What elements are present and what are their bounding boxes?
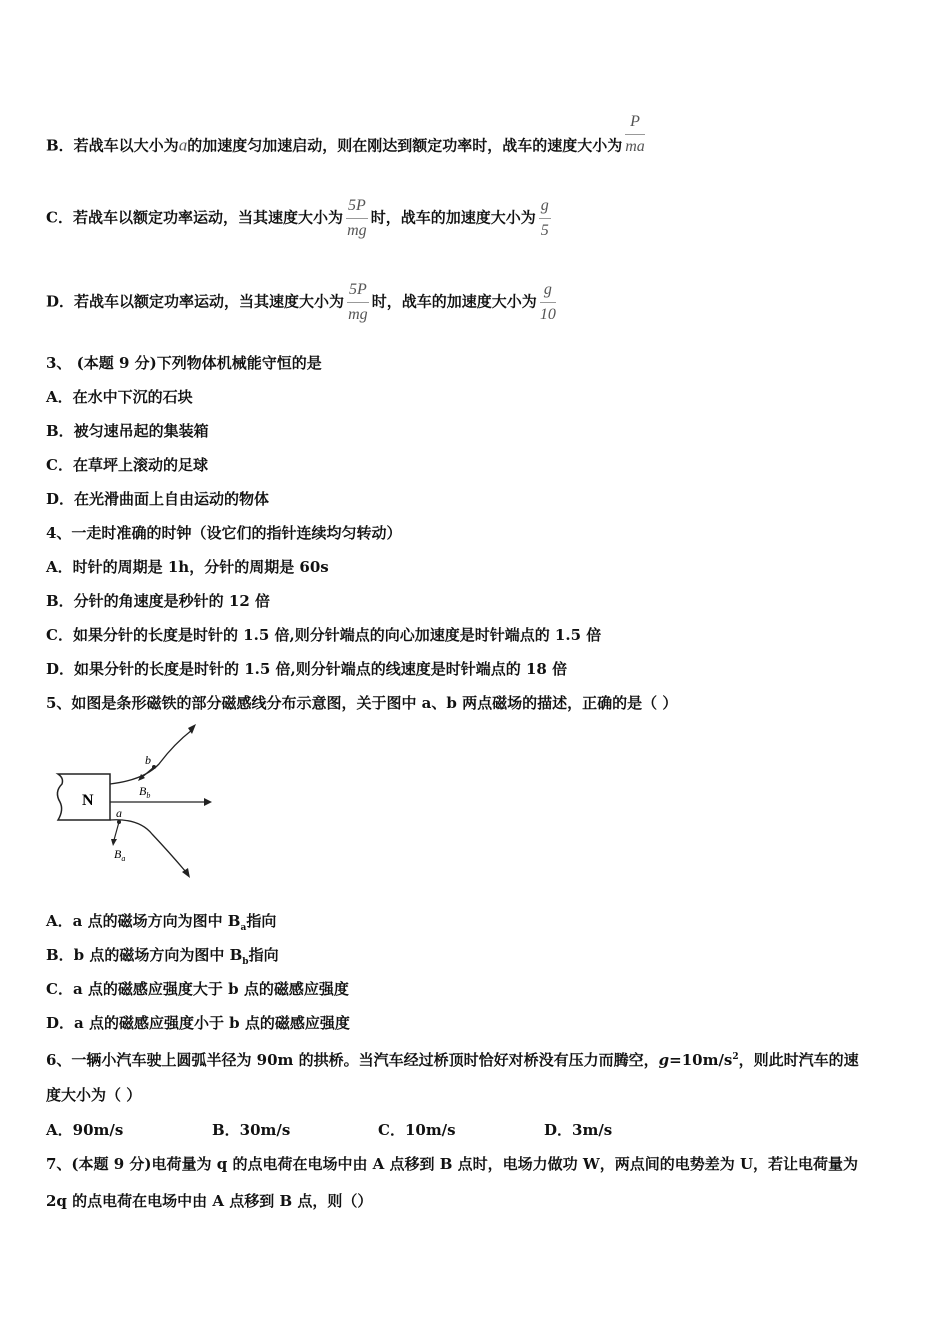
math-var: g bbox=[658, 1051, 670, 1069]
denominator: ma bbox=[625, 138, 645, 155]
q5-option-c: C．a 点的磁感应强度大于 b 点的磁感应强度 bbox=[46, 980, 349, 998]
q6-option-c: C．10m/s bbox=[378, 1121, 456, 1139]
denominator: 5 bbox=[540, 222, 549, 239]
text: ，则此时汽车的速 bbox=[738, 1051, 859, 1069]
text: =10m/s bbox=[669, 1051, 733, 1069]
vector-ba bbox=[114, 822, 119, 840]
numerator: P bbox=[625, 112, 645, 135]
q3-option-c: C．在草坪上滚动的足球 bbox=[46, 456, 208, 474]
text: A．a 点的磁场方向为图中 B bbox=[46, 912, 241, 930]
q5-option-d: D．a 点的磁感应强度小于 b 点的磁感应强度 bbox=[46, 1014, 350, 1032]
text: D．若战车以额定功率运动，当其速度大小为 bbox=[46, 292, 345, 311]
q3-option-a: A．在水中下沉的石块 bbox=[46, 388, 193, 406]
fraction bbox=[539, 196, 551, 241]
q2-option-c bbox=[46, 196, 554, 241]
text: 时，战车的加速度大小为 bbox=[370, 208, 536, 227]
text: 时，战车的加速度大小为 bbox=[371, 292, 537, 311]
q6-stem-line2: 度大小为（ ） bbox=[46, 1086, 142, 1104]
subscript: b bbox=[242, 957, 249, 967]
text: 指向 bbox=[246, 912, 277, 930]
q6-option-d: D．3m/s bbox=[544, 1121, 613, 1139]
text: 的加速度匀加速启动，则在刚达到额定功率时，战车的速度大小为 bbox=[187, 136, 623, 155]
q2-option-b bbox=[46, 113, 648, 169]
q5-option-b bbox=[46, 945, 279, 972]
arrow-head bbox=[204, 798, 212, 806]
numerator: 5P bbox=[346, 196, 368, 219]
pole-label: N bbox=[82, 792, 94, 809]
q7-stem-line2: 2q 的点电荷在电场中由 A 点移到 B 点，则（） bbox=[46, 1192, 373, 1210]
bar-magnet-field-diagram bbox=[44, 722, 214, 887]
fraction bbox=[347, 280, 369, 325]
superscript: 2 bbox=[732, 1052, 739, 1062]
point-a-label: a bbox=[116, 806, 122, 820]
q4-stem: 4、一走时准确的时钟（设它们的指针连续均匀转动） bbox=[46, 524, 402, 542]
q2-option-d bbox=[46, 280, 559, 325]
denominator: mg bbox=[347, 222, 367, 239]
denominator: 10 bbox=[539, 306, 556, 323]
q4-option-a: A．时针的周期是 1h，分针的周期是 60s bbox=[46, 558, 329, 576]
numerator: g bbox=[540, 280, 556, 303]
denominator: mg bbox=[348, 306, 368, 323]
point-b-label: b bbox=[145, 753, 151, 767]
q6-option-b: B．30m/s bbox=[212, 1121, 291, 1139]
q6-options bbox=[46, 1120, 710, 1140]
upper-field-line bbox=[110, 730, 192, 784]
q5-option-a bbox=[46, 911, 276, 938]
q4-option-c: C．如果分针的长度是时针的 1.5 倍,则分针端点的向心加速度是时针端点的 1.5 倍 bbox=[46, 626, 602, 644]
q4-option-b: B．分针的角速度是秒针的 12 倍 bbox=[46, 592, 270, 610]
label-bb: $B_b$ bbox=[139, 784, 151, 800]
q5-stem: 5、如图是条形磁铁的部分磁感线分布示意图，关于图中 a、b 两点磁场的描述，正确的是（ ） bbox=[46, 694, 678, 712]
q3-option-b: B．被匀速吊起的集装箱 bbox=[46, 422, 209, 440]
text: 6、一辆小汽车驶上圆弧半径为 90m 的拱桥。当汽车经过桥顶时恰好对桥没有压力而腾空， bbox=[46, 1051, 659, 1069]
text: C．若战车以额定功率运动，当其速度大小为 bbox=[46, 208, 343, 227]
q3-option-d: D．在光滑曲面上自由运动的物体 bbox=[46, 490, 270, 508]
text: 指向 bbox=[248, 946, 279, 964]
text: B．若战车以大小为 bbox=[46, 136, 179, 155]
text: B．b 点的磁场方向为图中 B bbox=[46, 946, 243, 964]
lower-field-line bbox=[110, 820, 186, 872]
q6-stem bbox=[46, 1047, 859, 1070]
fraction bbox=[540, 280, 556, 325]
q7-stem: 7、(本题 9 分)电荷量为 q 的点电荷在电场中由 A 点移到 B 点时，电场力做功 W，两点间的电势差为 U，若让电荷量为 bbox=[46, 1155, 859, 1173]
fraction bbox=[625, 112, 645, 157]
label-ba: $B_a$ bbox=[114, 847, 126, 863]
math-var: a bbox=[178, 135, 188, 155]
numerator: 5P bbox=[347, 280, 369, 303]
q4-option-d: D．如果分针的长度是时针的 1.5 倍,则分针端点的线速度是时针端点的 18 倍 bbox=[46, 660, 568, 678]
subscript: a bbox=[240, 923, 247, 933]
numerator: g bbox=[539, 196, 551, 219]
q3-stem: 3、 (本题 9 分)下列物体机械能守恒的是 bbox=[46, 354, 322, 372]
q6-option-a: A．90m/s bbox=[46, 1121, 124, 1139]
fraction bbox=[346, 196, 368, 241]
